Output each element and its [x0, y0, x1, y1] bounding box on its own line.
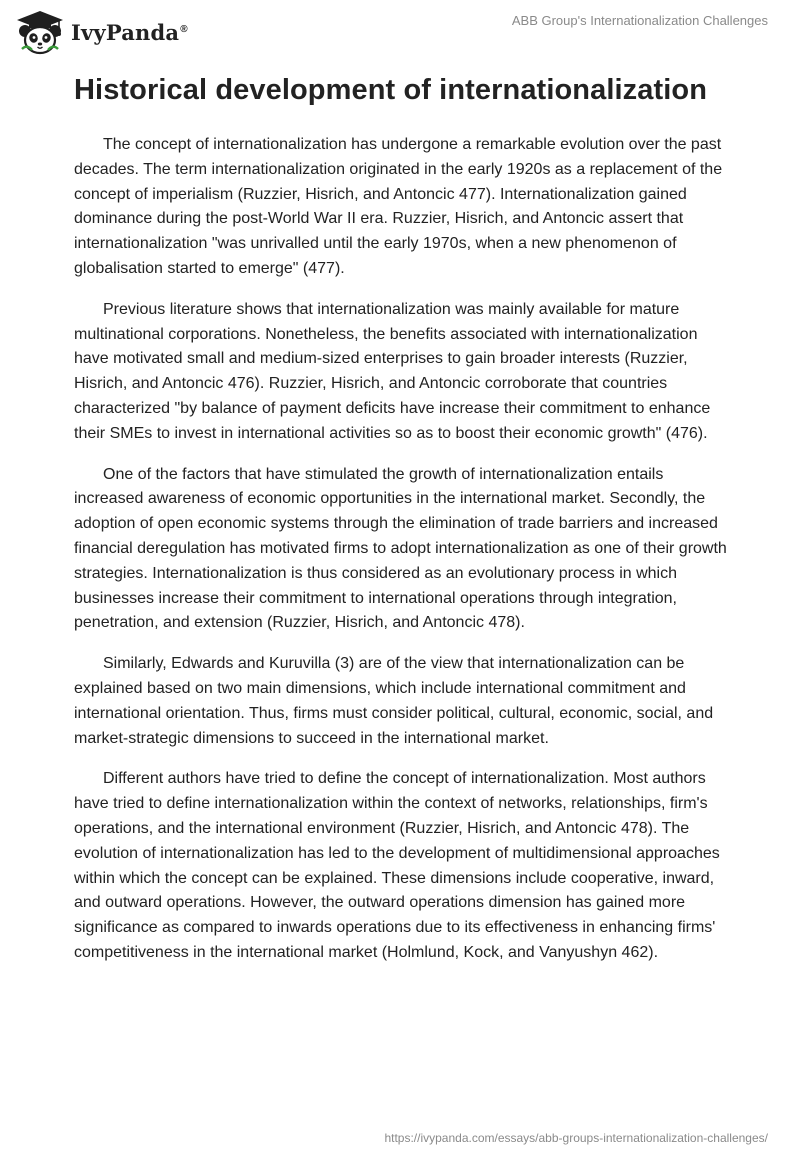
document-title: ABB Group's Internationalization Challenges: [511, 13, 768, 28]
paragraph: One of the factors that have stimulated the growth of internationalization entails increased awareness of economic opportunities in the international market. Secondly, the adoption of open economic systems through the elimination of trade barriers and increased financial deregulation has motivated firms to adopt internationalization as one of their growth strategies. Internationalization is thus considered as an evolutionary process in which businesses increase their commitment to international operations through integration, penetration, and extension (Ruzzier, Hisrich, and Antoncic 478).: [74, 465, 727, 632]
paragraph: Similarly, Edwards and Kuruvilla (3) are of the view that internationalization can be explained based on two main dimensions, which include international commitment and international orientation. Thus, firms must consider political, cultural, economic, social, and market-strategic dimensions to succeed in the international market.: [74, 655, 714, 747]
brand-registered-mark: ®: [180, 23, 188, 35]
panda-graduate-icon: [13, 9, 67, 55]
page-header: [0, 0, 800, 60]
source-url[interactable]: https://ivypanda.com/essays/abb-groups-internationalization-challenges/: [384, 1131, 768, 1145]
brand-name: IvyPanda®: [71, 19, 188, 45]
paragraph: Previous literature shows that internationalization was mainly available for mature multinational corporations. Nonetheless, the benefits associated with internationalization have motivated small and medium-sized enterprises to gain broader interests (Ruzzier, Hisrich, and Antoncic 476). Ruzzier, Hisrich, and Antoncic corroborate that countries characterized "by balance of payment deficits have increase their commitment to enhance their SMEs to invest in international activities so as to boost their economic growth" (476).: [74, 300, 711, 442]
paragraph: Different authors have tried to define the concept of internationalization. Most authors have tried to define internationalization within the context of networks, relationships, firm's operations, and the international environment (Ruzzier, Hisrich, and Antoncic 478). The evolution of internationalization has led to the development of multidimensional approaches within which the concept can be explained. These dimensions include cooperative, inward, and outward operations. However, the outward operations dimension has gained more significance as compared to inwards operations due to its effectiveness in enhancing firms' competitiveness in the international market (Holmlund, Kock, and Vanyushyn 462).: [74, 770, 720, 961]
brand-logo[interactable]: [13, 9, 188, 55]
section-heading: Historical development of internationalization: [74, 74, 708, 106]
paragraph: The concept of internationalization has undergone a remarkable evolution over the past decades. The term internationalization originated in the early 1920s as a replacement of the concept of imperialism (Ruzzier, Hisrich, and Antoncic 477). Internationalization gained dominance during the post-World War II era. Ruzzier, Hisrich, and Antoncic assert that internationalization "was unrivalled until the early 1970s, when a new phenomenon of globalisation started to emerge" (477).: [74, 136, 723, 277]
article-body: [74, 133, 734, 982]
